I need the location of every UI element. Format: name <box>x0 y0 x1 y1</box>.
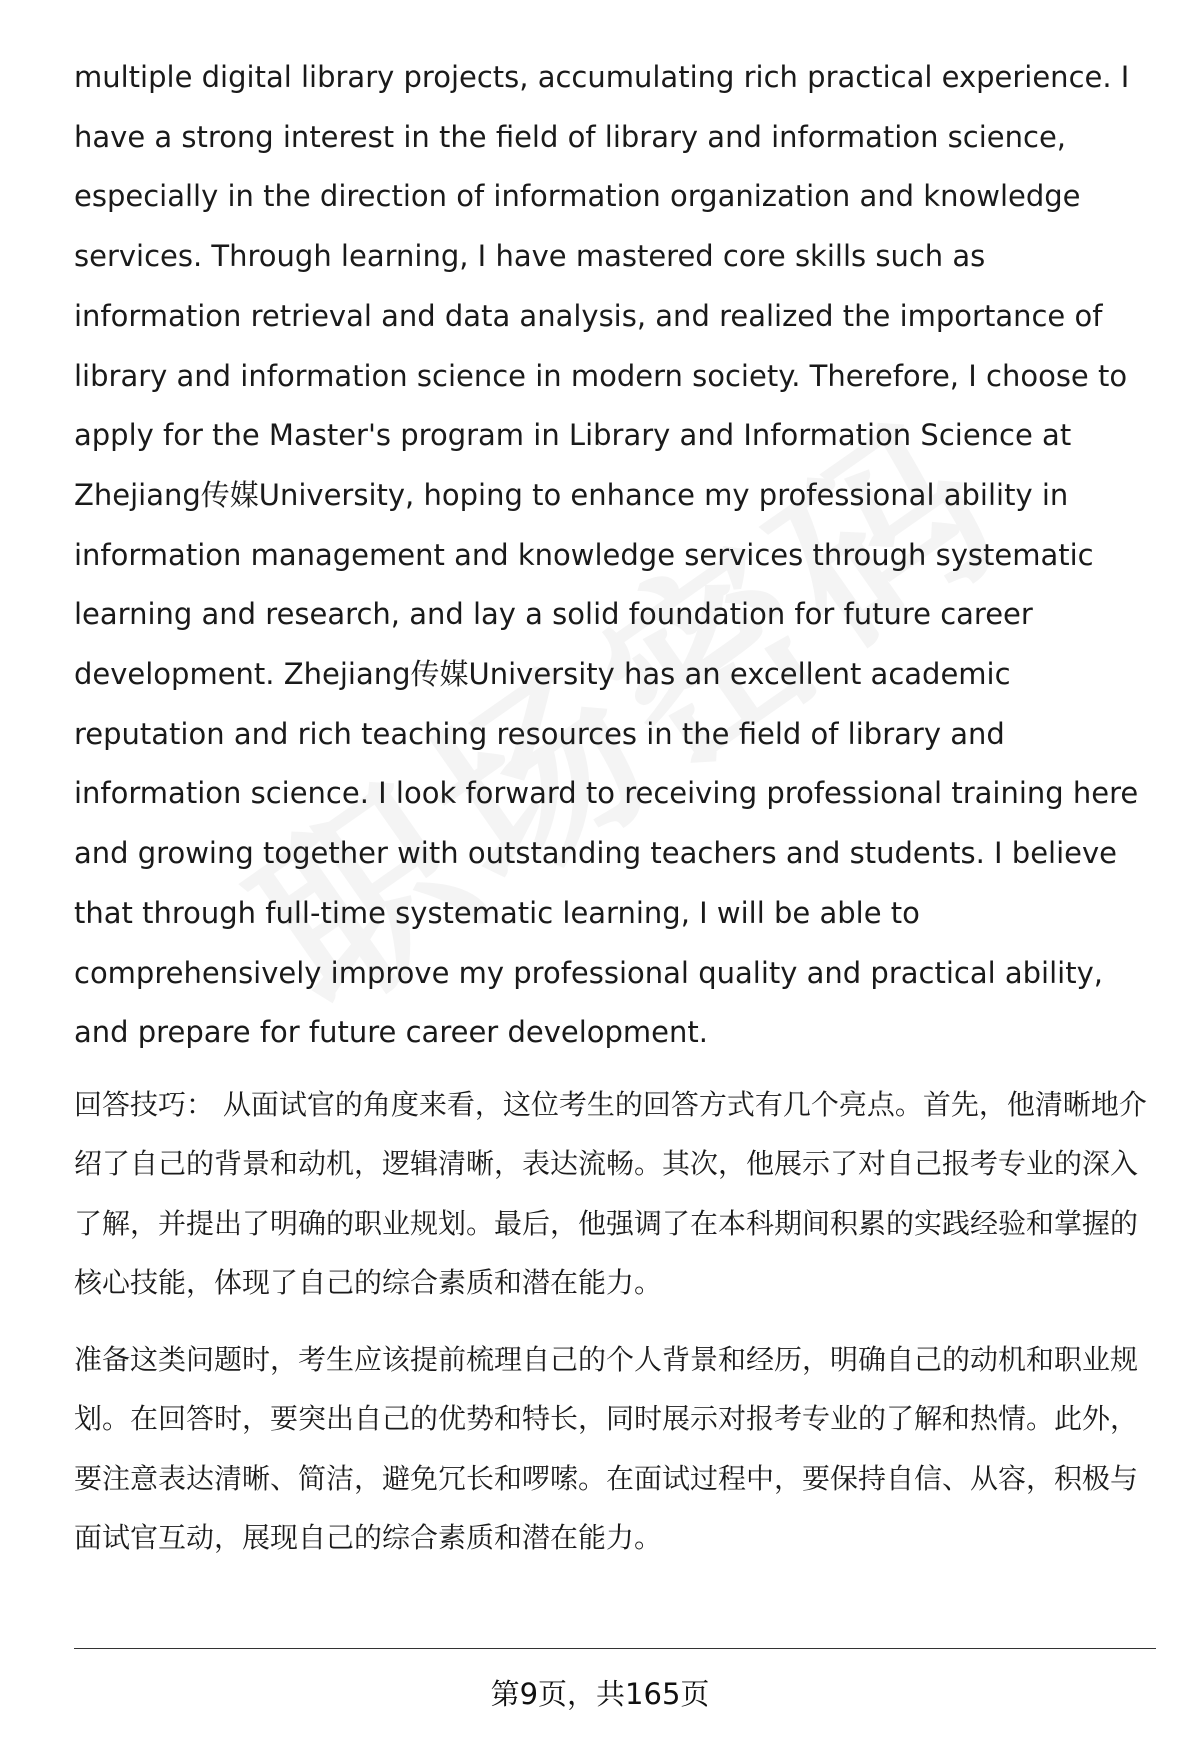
preparation-paragraph: 准备这类问题时，考生应该提前梳理自己的个人背景和经历，明确自己的动机和职业规划。在回答时，要突出自己的优势和特长，同时展示对报考专业的了解和热情。此外，要注意表达清晰、简洁，避免冗长和啰嗦。在面试过程中，要保持自信、从容，积极与面试官互动，展现自己的综合素质和潜在能力。 <box>74 1342 1139 1555</box>
tips-paragraph: 回答技巧： 从面试官的角度来看，这位考生的回答方式有几个亮点。首先，他清晰地介绍了自己的背景和动机，逻辑清晰，表达流畅。其次，他展示了对自己报考专业的深入了解，并提出了明确的职业规划。最后，他强调了在本科期间积累的实践经验和掌握的核心技能，体现了自己的综合素质和潜在能力。 <box>74 1087 1147 1300</box>
page-body <box>74 48 1154 1568</box>
answer-paragraph: multiple digital library projects, accumulating rich practical experience. I have a strong interest in the field of library and information science, especially in the direction of information organization and knowledge services. Through learning, I have mastered core skills such as information retrieval and data analysis, and realized the importance of library and information science in modern society. Therefore, I choose to apply for the Master's program in Library and Information Science at Zhejiang传媒University, hoping to enhance my professional ability in information management and knowledge services through systematic learning and research, and lay a solid foundation for future career development. Zhejiang传媒University has an excellent academic reputation and rich teaching resources in the field of library and information science. I look forward to receiving professional training here and growing together with outstanding teachers and students. I believe that through full-time systematic learning, I will be able to comprehensively improve my professional quality and practical ability, and prepare for future career development. <box>74 60 1139 1050</box>
footer-divider <box>74 1648 1156 1649</box>
page-number: 第9页，共165页 <box>490 1677 710 1711</box>
